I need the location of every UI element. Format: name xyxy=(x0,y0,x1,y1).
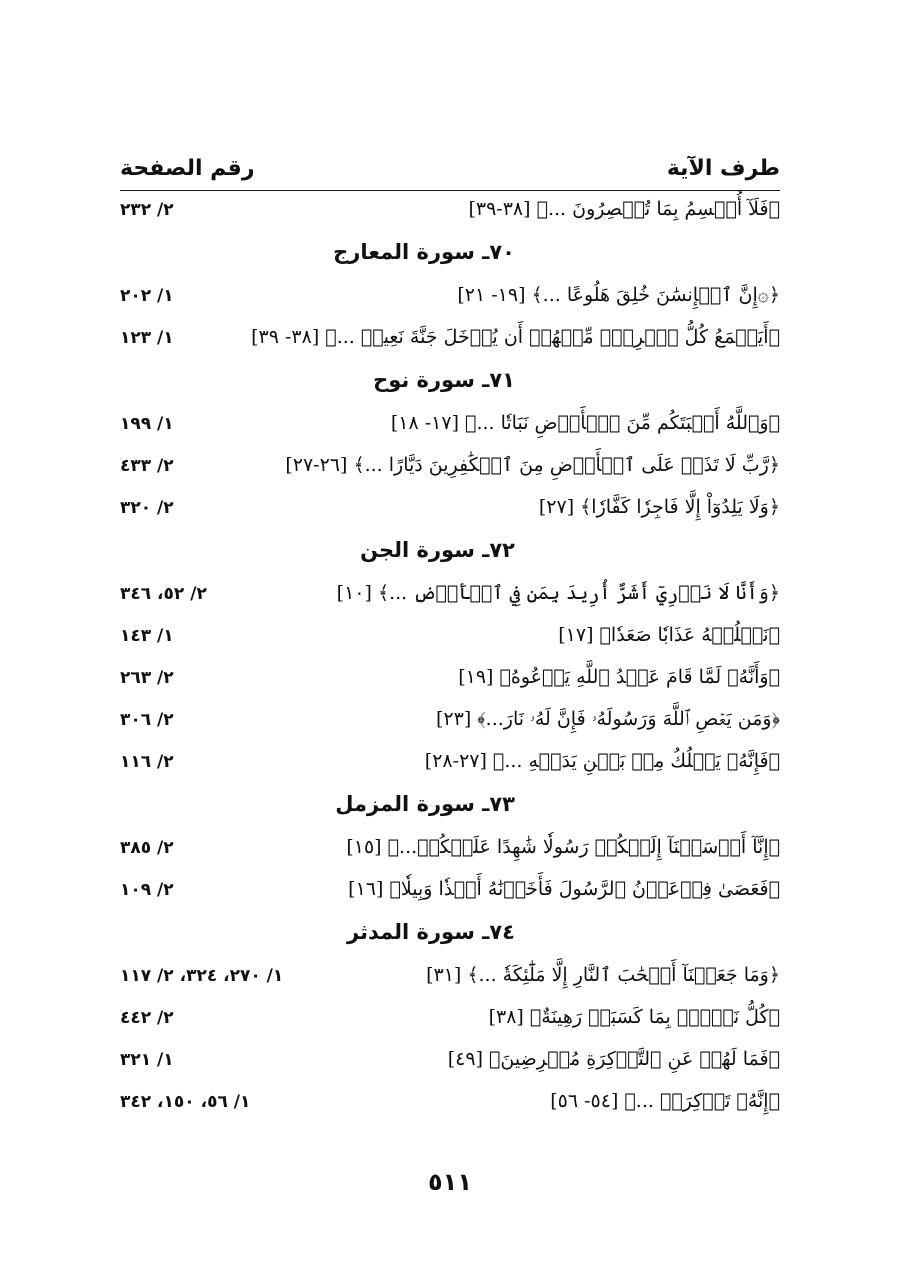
page-reference: ١/ ١٩٩ xyxy=(120,414,174,434)
verse-index-list xyxy=(120,190,780,1124)
surah-heading-row xyxy=(120,784,780,828)
page-reference: ٢/ ١٠٩ xyxy=(120,880,174,900)
index-entry-row xyxy=(120,276,780,318)
index-entry-row xyxy=(120,1040,780,1082)
verse-excerpt: ﴿رَّبِّ لَا تَذَرۡ عَلَى ٱلۡأَرۡضِ مِنَ ٱلۡكَٰفِرِينَ دَيَّارًا ...﴾ [٢٦-٢٧] xyxy=(285,454,780,476)
index-entry-row xyxy=(120,404,780,446)
index-entry-row xyxy=(120,742,780,784)
surah-heading-row xyxy=(120,232,780,276)
verse-excerpt: ﴿كُلُّ نَفۡسِۭ بِمَا كَسَبَتۡ رَهِينَةٌ﴾ [٣٨] xyxy=(488,1006,780,1028)
page-reference: ٢/ ١١٦ xyxy=(120,752,174,772)
page-column-heading: رقم الصفحة xyxy=(120,156,255,181)
verse-excerpt: ﴿إِنَّهُۥ تَذۡكِرَةٞ ...﴾ [٥٤- ٥٦] xyxy=(550,1090,780,1112)
verse-excerpt: ﴿أَيَطۡمَعُ كُلُّ ٱمۡرِيٕٖ مِّنۡهُمۡ أَن يُدۡخَلَ جَنَّةَ نَعِيمٖ ...﴾ [٣٨- ٣٩] xyxy=(251,326,780,348)
page-number: ٥١١ xyxy=(428,1168,472,1196)
verse-excerpt: ﴿وَمَن يَعۡصِ ٱللَّهَ وَرَسُولَهُۥ فَإِنَّ لَهُۥ نَارَ...﴾ [٢٣] xyxy=(435,708,780,730)
index-entry-row xyxy=(120,700,780,742)
verse-excerpt: ﴿وَٱللَّهُ أَنۢبَتَكُم مِّنَ ٱلۡأَرۡضِ نَبَاتٗا ...﴾ [١٧- ١٨] xyxy=(390,412,780,434)
verse-excerpt: ﴿وَمَا جَعَلۡنَآ أَصۡحَٰبَ ٱلنَّارِ إِلَّا مَلَٰٓئِكَةٗ ...﴾ [٣١] xyxy=(426,964,780,986)
page-reference: ٢/ ٤٣٣ xyxy=(120,456,174,476)
page-reference: ١/ ١٢٣ xyxy=(120,328,174,348)
page-reference: ٢/ ٢٦٣ xyxy=(120,668,174,688)
index-entry-row xyxy=(120,1082,780,1124)
surah-title: ٧٣ـ سورة المزمل xyxy=(335,792,515,816)
page-reference: ٢/ ٣٢٠ xyxy=(120,498,174,518)
page-reference: ٢/ ٣٨٥ xyxy=(120,838,174,858)
index-entry-row xyxy=(120,488,780,530)
page-reference: ٢/ ٥٢، ٣٤٦ xyxy=(120,584,207,604)
page-reference: ١/ ١٤٣ xyxy=(120,626,174,646)
index-entry-row xyxy=(120,190,780,232)
index-entry-row xyxy=(120,956,780,998)
surah-title: ٧٠ـ سورة المعارج xyxy=(333,240,515,264)
page-reference: ١/ ٥٦، ١٥٠، ٣٤٢ xyxy=(120,1092,251,1112)
index-entry-row xyxy=(120,318,780,360)
verse-excerpt: ﴿فَمَا لَهُمۡ عَنِ ٱلتَّذۡكِرَةِ مُعۡرِضِينَ﴾ [٤٩] xyxy=(447,1048,780,1070)
verse-excerpt: ﴿وَلَا يَلِدُوٓاْ إِلَّا فَاجِرٗا كَفَّارٗا﴾ [٢٧] xyxy=(538,496,780,518)
index-entry-row xyxy=(120,446,780,488)
page-reference: ٢/ ٣٠٦ xyxy=(120,710,174,730)
surah-title: ٧٤ـ سورة المدثر xyxy=(347,920,515,944)
verse-excerpt: ﴿إِنَّآ أَرۡسَلۡنَآ إِلَيۡكُمۡ رَسُولٗا شَٰهِدًا عَلَيۡكُمۡ...﴾ [١٥] xyxy=(346,836,780,858)
page-reference: ١/ ٣٢١ xyxy=(120,1050,174,1070)
surah-heading-row xyxy=(120,530,780,574)
page-reference: ٢/ ٢٣٢ xyxy=(120,200,174,220)
page-reference: ٢/ ٤٤٢ xyxy=(120,1008,174,1028)
verse-excerpt: ﴿فَلَآ أُقۡسِمُ بِمَا تُبۡصِرُونَ ...﴾ [٣٨-٣٩] xyxy=(468,198,780,220)
page-reference: ١/ ٢٧٠، ٣٢٤، ٢/ ١١٧ xyxy=(120,966,284,986)
verse-excerpt: ﴿وَأَنَّا لَا نَدۡرِيٓ أَشَرٌّ أُرِيدَ بِمَن فِي ٱلۡأَرۡضِ ...﴾ [١٠] xyxy=(336,582,780,604)
surah-heading-row xyxy=(120,360,780,404)
verse-excerpt: ﴿۞إِنَّ ٱلۡإِنسَٰنَ خُلِقَ هَلُوعًا ...﴾ [١٩- ٢١] xyxy=(457,284,780,306)
index-entry-row xyxy=(120,870,780,912)
surah-heading-row xyxy=(120,912,780,956)
verse-excerpt: ﴿فَعَصَىٰ فِرۡعَوۡنُ ٱلرَّسُولَ فَأَخَذۡنَٰهُ أَخۡذٗا وَبِيلٗا﴾ [١٦] xyxy=(348,878,780,900)
verse-excerpt: ﴿وَأَنَّهُۥ لَمَّا قَامَ عَبۡدُ ٱللَّهِ يَدۡعُوهُ﴾ [١٩] xyxy=(458,666,780,688)
index-entry-row xyxy=(120,998,780,1040)
verse-column-heading: طرف الآية xyxy=(666,156,780,181)
surah-title: ٧١ـ سورة نوح xyxy=(373,368,515,392)
surah-title: ٧٢ـ سورة الجن xyxy=(360,538,515,562)
index-entry-row xyxy=(120,658,780,700)
verse-excerpt: ﴿نَسۡلُكۡهُ عَذَابٗا صَعَدٗا﴾ [١٧] xyxy=(558,624,780,646)
index-entry-row xyxy=(120,828,780,870)
index-entry-row xyxy=(120,616,780,658)
verse-excerpt: ﴿فَإِنَّهُۥ يَسۡلُكُ مِنۢ بَيۡنِ يَدَيۡهِ ...﴾ [٢٧-٢٨] xyxy=(424,750,780,772)
index-entry-row xyxy=(120,574,780,616)
table-header xyxy=(120,150,780,191)
page-reference: ١/ ٢٠٢ xyxy=(120,286,174,306)
